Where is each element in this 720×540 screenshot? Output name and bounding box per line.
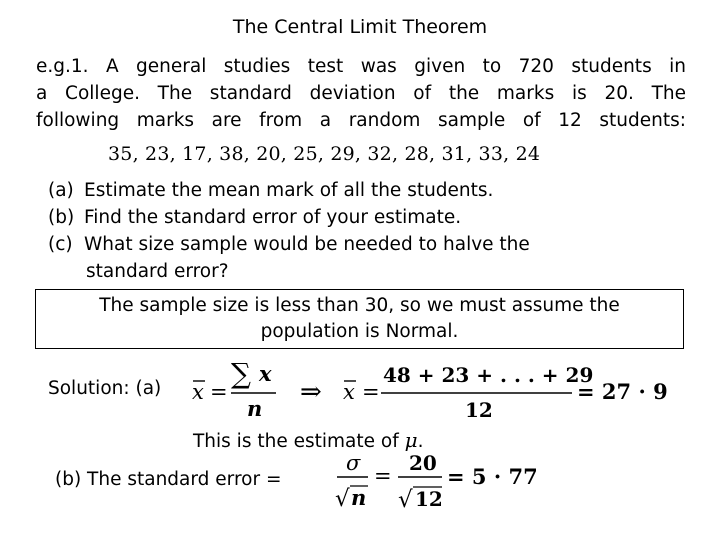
denominator-n: n (247, 396, 263, 421)
estimate-note-text: This is the estimate of (193, 431, 399, 452)
mu-symbol: μ (404, 428, 418, 452)
sample-count: 12 (465, 398, 493, 422)
sqrt-n: n (351, 485, 367, 510)
question-tag: (c) (48, 234, 73, 255)
mean-result: = 27 · 9 (577, 379, 668, 404)
sqrt-symbol-2: √ (398, 487, 413, 513)
question-text: Estimate the mean mark of all the students. (84, 180, 494, 201)
implies-arrow: ⇒ (300, 377, 322, 407)
problem-line-2: a College. The standard deviation of the marks is 20. The (36, 83, 686, 104)
equals-sign: = (210, 380, 228, 404)
se-result: = 5 · 77 (447, 464, 538, 489)
sample-marks: 35, 23, 17, 38, 20, 25, 29, 32, 28, 31, 33, 24 (108, 143, 541, 165)
sigma-symbol: σ (346, 451, 361, 475)
standard-error-label: (b) The standard error = (55, 469, 282, 490)
sigma-sum-symbol: ∑ (231, 357, 251, 390)
mean-formula (192, 357, 668, 422)
sigma-value: 20 (409, 451, 437, 475)
numerator-sum: 48 + 23 + . . . + 29 (383, 363, 594, 387)
question-tag: (a) (48, 180, 74, 201)
xbar-symbol: x (192, 380, 204, 404)
question-c-continuation: standard error? (86, 261, 229, 282)
assumption-line-1: The sample size is less than 30, so we must assume the (99, 295, 620, 316)
solution-label: Solution: (a) (48, 378, 162, 399)
slide-title: The Central Limit Theorem (232, 16, 488, 38)
problem-line-1: e.g.1. A general studies test was given to 720 students in (36, 56, 686, 77)
problem-line-3: following marks are from a random sample of 12 students: (36, 110, 686, 131)
se-equals: = (374, 464, 392, 488)
se-formula (335, 451, 538, 513)
assumption-line-2: population is Normal. (260, 321, 459, 342)
equals-sign-2: = (362, 380, 380, 404)
sqrt-twelve: 12 (415, 487, 443, 511)
question-text: Find the standard error of your estimate. (84, 207, 462, 228)
estimate-note (193, 428, 424, 452)
question-text: What size sample would be needed to halve the (84, 234, 530, 255)
xbar-symbol-2: x (343, 380, 355, 404)
estimate-period: . (417, 431, 424, 452)
sqrt-symbol: √ (335, 486, 350, 512)
question-tag: (b) (48, 207, 75, 228)
sum-variable: x (259, 361, 272, 386)
